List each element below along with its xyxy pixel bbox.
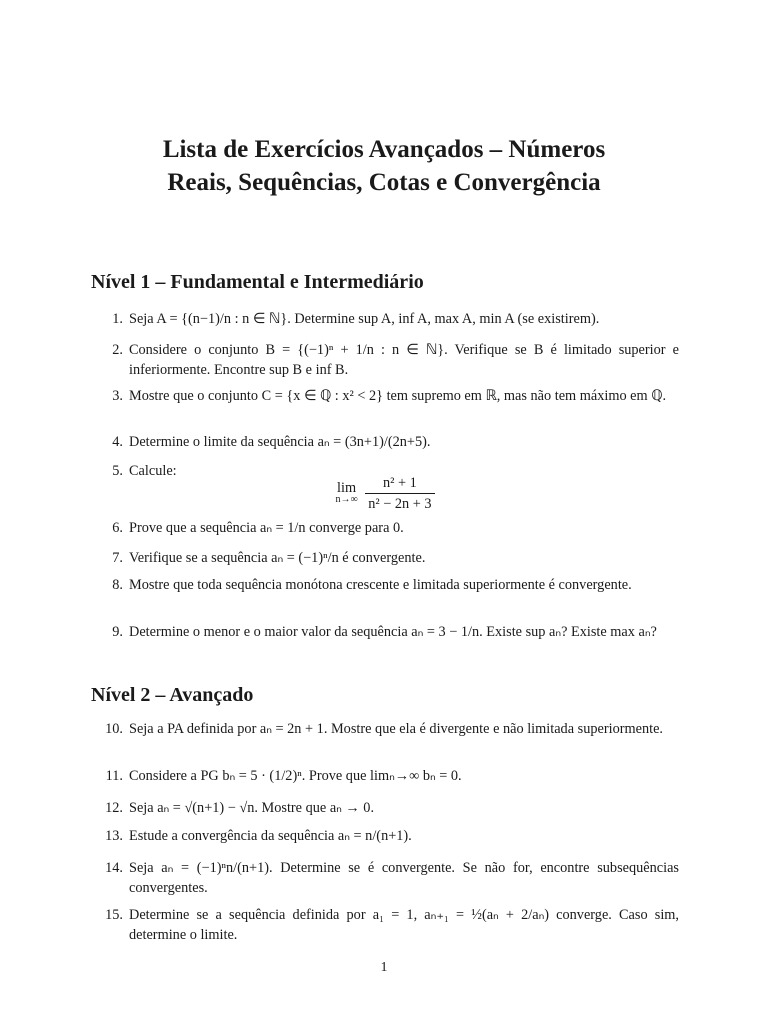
- exercise-7: [91, 548, 679, 568]
- document-title: [60, 133, 708, 199]
- section-heading-level-1: Nível 1 – Fundamental e Intermediário: [91, 271, 424, 293]
- exercise-number: 11.: [105, 768, 123, 784]
- exercise-text: Verifique se a sequência aₙ = (−1)ⁿ/n é convergente.: [129, 550, 426, 566]
- limit-denominator: n² − 2n + 3: [368, 496, 432, 512]
- exercise-4: [91, 432, 679, 452]
- exercise-text: Estude a convergência da sequência aₙ = n/(n+1).: [129, 828, 412, 844]
- exercise-text: Prove que a sequência aₙ = 1/n converge para 0.: [129, 520, 404, 536]
- exercise-14: [91, 858, 679, 898]
- exercise-13: [91, 826, 679, 846]
- exercise-number: 5.: [112, 463, 123, 479]
- exercise-number: 14.: [105, 860, 123, 876]
- exercise-number: 8.: [112, 577, 123, 593]
- page-number: 1: [380, 960, 388, 975]
- exercise-text: Considere a PG bₙ = 5 · (1/2)ⁿ. Prove que limₙ→∞ bₙ = 0.: [129, 768, 462, 784]
- exercise-12: [91, 798, 679, 818]
- exercise-text: Determine se a sequência definida por a₁ = 1, aₙ₊₁ = ½(aₙ + 2/aₙ) converge. Caso sim, determine o limite.: [129, 907, 679, 943]
- exercise-number: 3.: [112, 388, 123, 404]
- exercise-text: Determine o limite da sequência aₙ = (3n+1)/(2n+5).: [129, 434, 431, 450]
- exercise-text: Seja aₙ = (−1)ⁿn/(n+1). Determine se é convergente. Se não for, encontre subsequências convergentes.: [129, 860, 679, 896]
- exercise-text: Mostre que o conjunto C = {x ∈ ℚ : x² < 2} tem supremo em ℝ, mas não tem máximo em ℚ.: [129, 388, 667, 404]
- limit-formula: [91, 473, 679, 514]
- exercise-text: Calcule:: [129, 463, 177, 479]
- exercise-number: 6.: [112, 520, 123, 536]
- exercise-text: Seja aₙ = √(n+1) − √n. Mostre que aₙ → 0.: [129, 800, 375, 816]
- exercise-number: 13.: [105, 828, 123, 844]
- exercise-text: Seja A = {(n−1)/n : n ∈ ℕ}. Determine sup A, inf A, max A, min A (se existirem).: [129, 311, 600, 327]
- exercise-15: [91, 905, 679, 945]
- exercise-10: [91, 719, 679, 739]
- title-line-1: Lista de Exercícios Avançados – Números: [162, 136, 606, 163]
- exercise-6: [91, 518, 679, 538]
- exercise-9: [91, 622, 679, 642]
- exercise-number: 7.: [112, 550, 123, 566]
- exercise-8: [91, 575, 679, 595]
- limit-operator: lim n→∞: [335, 479, 358, 505]
- exercise-text: Seja a PA definida por aₙ = 2n + 1. Mostre que ela é divergente e não limitada superiormente.: [129, 721, 663, 737]
- exercise-number: 4.: [112, 434, 123, 450]
- exercise-2: [91, 340, 679, 380]
- exercise-text: Mostre que toda sequência monótona crescente e limitada superiormente é convergente.: [129, 577, 632, 593]
- exercise-number: 2.: [112, 342, 123, 358]
- title-line-2: Reais, Sequências, Cotas e Convergência: [167, 169, 601, 196]
- exercise-number: 1.: [112, 311, 123, 327]
- section-heading-level-2: Nível 2 – Avançado: [91, 684, 254, 706]
- limit-numerator: n² + 1: [365, 473, 434, 494]
- exercise-11: [91, 766, 679, 786]
- exercise-text: Considere o conjunto B = {(−1)ⁿ + 1/n : n ∈ ℕ}. Verifique se B é limitado superior e inferiormente. Encontre sup B e inf B.: [129, 342, 679, 378]
- limit-subscript: n→∞: [335, 493, 358, 505]
- exercise-number: 10.: [105, 721, 123, 737]
- exercise-1: [91, 309, 679, 329]
- exercise-number: 12.: [105, 800, 123, 816]
- exercise-text: Determine o menor e o maior valor da sequência aₙ = 3 − 1/n. Existe sup aₙ? Existe max aₙ?: [129, 624, 657, 640]
- exercise-3: [91, 386, 679, 406]
- exercise-number: 9.: [112, 624, 123, 640]
- exercise-number: 15.: [105, 907, 123, 923]
- limit-fraction: [365, 473, 434, 514]
